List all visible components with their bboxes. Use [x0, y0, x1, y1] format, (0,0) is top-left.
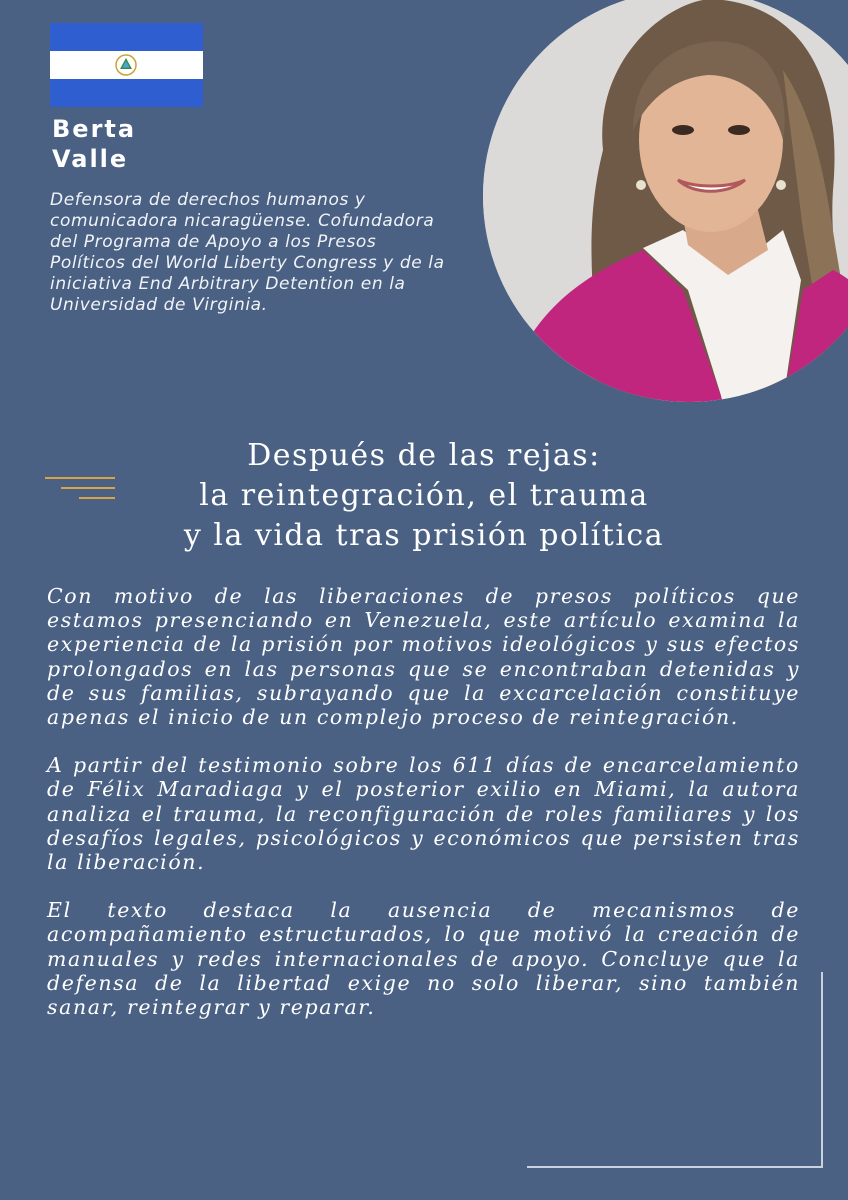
- flag-top-band: [50, 23, 203, 51]
- author-name: [52, 114, 136, 174]
- title-line-1: Después de las rejas:: [247, 438, 601, 473]
- frame-vertical-line: [821, 972, 823, 1168]
- body-paragraph-3: El texto destaca la ausencia de mecanismos de acompañamiento estructurados, lo que motivó la creación de manuales y redes internacionales de apoyo. Concluye que la defensa de la libertad exige no solo liberar, sino también sanar, reintegrar y reparar.: [47, 898, 800, 1020]
- flag-bottom-band: [50, 79, 203, 107]
- author-bio: Defensora de derechos humanos y comunicadora nicaragüense. Cofundadora del Programa de Apoyo a los Presos Políticos del World Liberty Congress y de la iniciativa End Arbitrary Detention en la Universidad de Virginia.: [50, 190, 445, 315]
- frame-horizontal-line: [527, 1166, 823, 1168]
- title-line-3: y la vida tras prisión política: [183, 518, 665, 553]
- portrait-illustration: [483, 0, 848, 402]
- author-last-name: Valle: [52, 145, 129, 173]
- coat-of-arms-icon: [114, 53, 138, 77]
- title-line-2: la reintegración, el trauma: [199, 478, 649, 513]
- corner-frame: [527, 972, 823, 1168]
- author-portrait: [483, 0, 848, 402]
- nicaragua-flag: [50, 23, 203, 107]
- author-first-name: Berta: [52, 115, 137, 143]
- article-title: [0, 436, 848, 556]
- body-paragraph-2: A partir del testimonio sobre los 611 días de encarcelamiento de Félix Maradiaga y el posterior exilio en Miami, la autora analiza el trauma, la reconfiguración de roles familiares y los desafíos legales, psicológicos y económicos que persisten tras la liberación.: [47, 753, 800, 875]
- body-paragraph-1: Con motivo de las liberaciones de presos políticos que estamos presenciando en Venezuela, este artículo examina la experiencia de la prisión por motivos ideológicos y sus efectos prolongados en las personas que se encontraban detenidas y de sus familias, subrayando que la excarcelación constituye apenas el inicio de un complejo proceso de reintegración.: [47, 584, 800, 730]
